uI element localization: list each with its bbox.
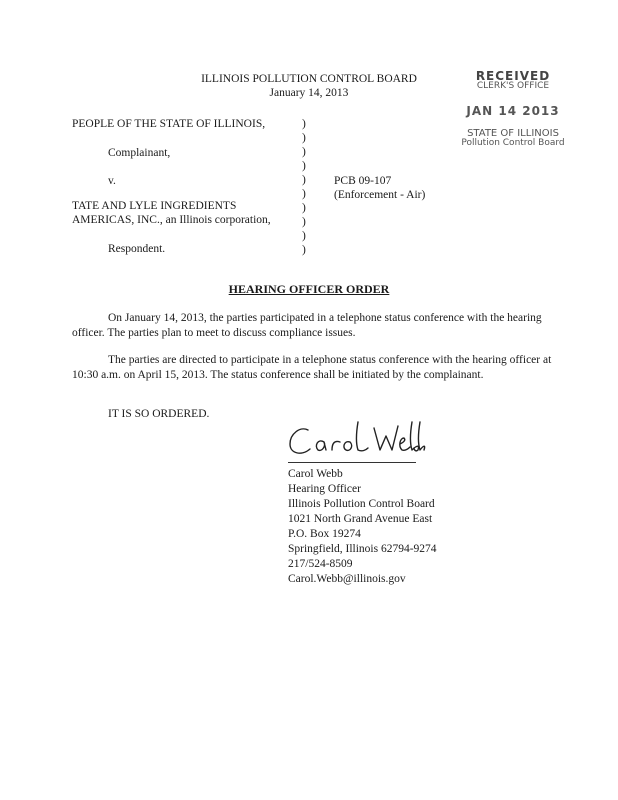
caption-paren: ) bbox=[302, 230, 306, 242]
complainant-label: Complainant, bbox=[108, 147, 171, 159]
caption-paren: ) bbox=[302, 188, 306, 200]
handwritten-signature bbox=[286, 416, 426, 462]
signer-org: Illinois Pollution Control Board bbox=[288, 498, 435, 510]
order-paragraph-2: The parties are directed to participate in a telephone status conference with the hearing officer at 10:30 a.m. on April 15, 2013. The status conference shall be initiated by the complainant. bbox=[72, 354, 552, 381]
caption-paren: ) bbox=[302, 202, 306, 214]
respondent-name-line2: AMERICAS, INC., an Illinois corporation, bbox=[72, 214, 271, 226]
case-number: PCB 09-107 bbox=[334, 175, 392, 187]
address-line-2: P.O. Box 19274 bbox=[288, 528, 361, 540]
plaintiff-name: PEOPLE OF THE STATE OF ILLINOIS, bbox=[72, 118, 266, 130]
caption-paren: ) bbox=[302, 118, 306, 130]
order-paragraph-1: On January 14, 2013, the parties participated in a telephone status conference with the hearing officer. The parties plan to meet to discuss compliance issues. bbox=[72, 312, 542, 339]
caption-paren: ) bbox=[302, 216, 306, 228]
caption-paren: ) bbox=[302, 244, 306, 256]
caption-paren: ) bbox=[302, 160, 306, 172]
stamp-board: Pollution Control Board bbox=[461, 138, 565, 148]
case-type: (Enforcement - Air) bbox=[334, 189, 426, 201]
email-address: Carol.Webb@illinois.gov bbox=[288, 573, 406, 585]
caption-paren: ) bbox=[302, 146, 306, 158]
caption-paren: ) bbox=[302, 132, 306, 144]
board-name: ILLINOIS POLLUTION CONTROL BOARD bbox=[201, 73, 417, 85]
signer-title: Hearing Officer bbox=[288, 483, 361, 495]
signer-name: Carol Webb bbox=[288, 468, 343, 480]
address-line-3: Springfield, Illinois 62794-9274 bbox=[288, 543, 437, 555]
phone-number: 217/524-8509 bbox=[288, 558, 353, 570]
stamp-date: JAN 14 2013 bbox=[466, 104, 560, 118]
versus-label: v. bbox=[108, 175, 116, 187]
stamp-state: STATE OF ILLINOIS bbox=[467, 128, 559, 139]
closing-statement: IT IS SO ORDERED. bbox=[108, 408, 210, 420]
stamp-office: CLERK'S OFFICE bbox=[476, 81, 550, 91]
caption-paren: ) bbox=[302, 174, 306, 186]
order-date: January 14, 2013 bbox=[269, 87, 349, 99]
signature-line bbox=[288, 462, 416, 463]
respondent-name-line1: TATE AND LYLE INGREDIENTS bbox=[72, 200, 237, 212]
stamp-received: RECEIVED bbox=[475, 69, 551, 83]
order-title: HEARING OFFICER ORDER bbox=[228, 282, 390, 296]
received-stamp bbox=[448, 70, 578, 148]
respondent-label: Respondent. bbox=[108, 243, 166, 255]
address-line-1: 1021 North Grand Avenue East bbox=[288, 513, 433, 525]
